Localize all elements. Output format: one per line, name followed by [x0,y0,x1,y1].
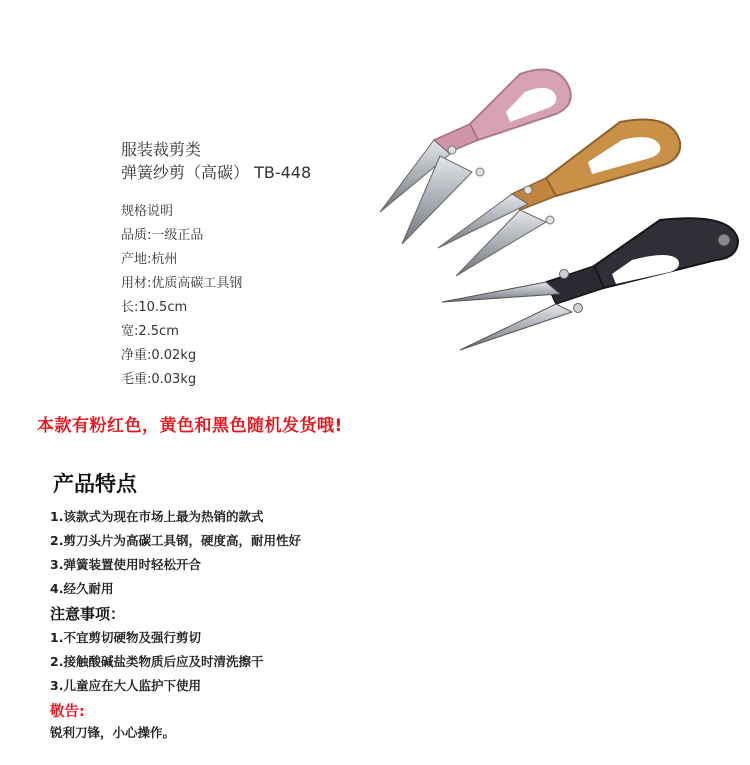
spec-gross-weight: 毛重:0.03kg [121,372,197,387]
feature-item-1: 1.该款式为现在市场上最为热销的款式 [50,509,264,524]
product-category: 服装裁剪类 [121,140,202,159]
feature-item-4: 4.经久耐用 [50,581,114,596]
spec-length: 长:10.5cm [121,300,188,315]
caution-item-2: 2.接触酸碱盐类物质后应及时清洗擦干 [50,654,264,669]
spec-material: 用材:优质高碳工具钢 [121,276,243,291]
spec-heading: 规格说明 [121,204,174,219]
pink-scissors [380,70,571,244]
product-name: 弹簧纱剪（高碳） TB-448 [121,163,312,182]
caution-item-3: 3.儿童应在大人监护下使用 [50,678,201,693]
warning-text: 锐利刀锋，小心操作。 [50,725,176,740]
color-notice: 本款有粉红色，黄色和黑色随机发货哦! [37,416,343,436]
spec-origin: 产地:杭州 [121,252,178,267]
feature-item-3: 3.弹簧装置使用时轻松开合 [50,557,201,572]
cautions-title: 注意事项： [50,605,126,623]
spec-quality: 品质:一级正品 [121,228,204,243]
features-title: 产品特点 [53,472,137,496]
spec-width: 宽:2.5cm [121,324,179,339]
scissors-product-image [360,62,750,362]
black-scissors [442,218,738,350]
caution-item-1: 1.不宜剪切硬物及强行剪切 [50,630,201,645]
feature-item-2: 2.剪刀头片为高碳工具钢，硬度高，耐用性好 [50,533,301,548]
spec-net-weight: 净重:0.02kg [121,348,197,363]
warning-title: 敬告: [50,704,85,720]
